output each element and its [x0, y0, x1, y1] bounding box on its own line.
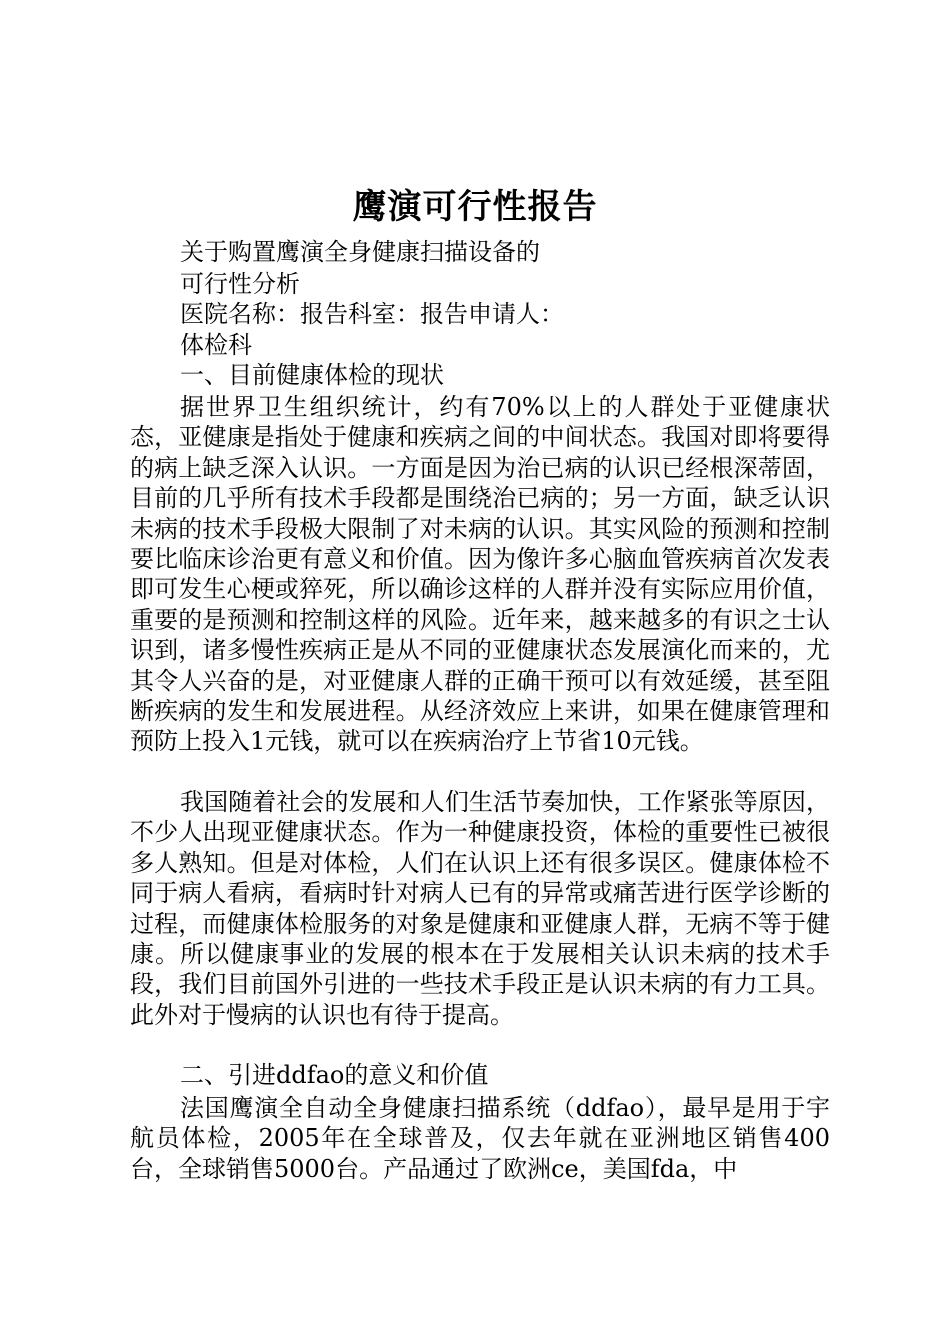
paragraph-1: 据世界卫生组织统计，约有70%以上的人群处于亚健康状态，亚健康是指处于健康和疾病之间的中间状态。我国对即将要得的病上缺乏深入认识。一方面是因为治已病的认识已经根深蒂固，目前的几乎所有技术手段都是围绕治已病的；另一方面，缺乏认识未病的技术手段极大限制了对未病的认识。其实风险的预测和控制要比临床诊治更有意义和价值。因为像许多心脑血管疾病首次发表即可发生心梗或猝死，所以确诊这样的人群并没有实际应用价值，重要的是预测和控制这样的风险。近年来，越来越多的有识之士认识到，诸多慢性疾病正是从不同的亚健康状态发展演化而来的，尤其令人兴奋的是，对亚健康人群的正确干预可以有效延缓，甚至阻断疾病的发生和发展进程。从经济效应上来讲，如果在健康管理和预防上投入1元钱，就可以在疾病治疗上节省10元钱。 — [130, 393, 830, 756]
section-heading-1: 一、目前健康体检的现状 — [180, 361, 444, 389]
hospital-info-line: 医院名称：报告科室：报告申请人： — [180, 300, 564, 328]
subtitle-line-2: 可行性分析 — [180, 270, 300, 298]
paragraph-3: 法国鹰演全自动全身健康扫描系统（ddfao），最早是用于宇航员体检，2005年在全球普及，仅去年就在亚洲地区销售400台，全球销售5000台。产品通过了欧洲ce，美国fda，中 — [130, 1094, 830, 1183]
section-heading-2: 二、引进ddfao的意义和价值 — [180, 1061, 489, 1089]
department-line: 体检科 — [180, 331, 252, 359]
subtitle-line-1: 关于购置鹰演全身健康扫描设备的 — [180, 238, 540, 266]
paragraph-2: 我国随着社会的发展和人们生活节奏加快，工作紧张等原因，不少人出现亚健康状态。作为一种健康投资，体检的重要性已被很多人熟知。但是对体检，人们在认识上还有很多误区。健康体检不同于病人看病，看病时针对病人已有的异常或痛苦进行医学诊断的过程，而健康体检服务的对象是健康和亚健康人群，无病不等于健康。所以健康事业的发展的根本在于发展相关认识未病的技术手段，我们目前国外引进的一些技术手段正是认识未病的有力工具。此外对于慢病的认识也有待于提高。 — [130, 788, 830, 1029]
document-title: 鹰演可行性报告 — [352, 187, 598, 227]
